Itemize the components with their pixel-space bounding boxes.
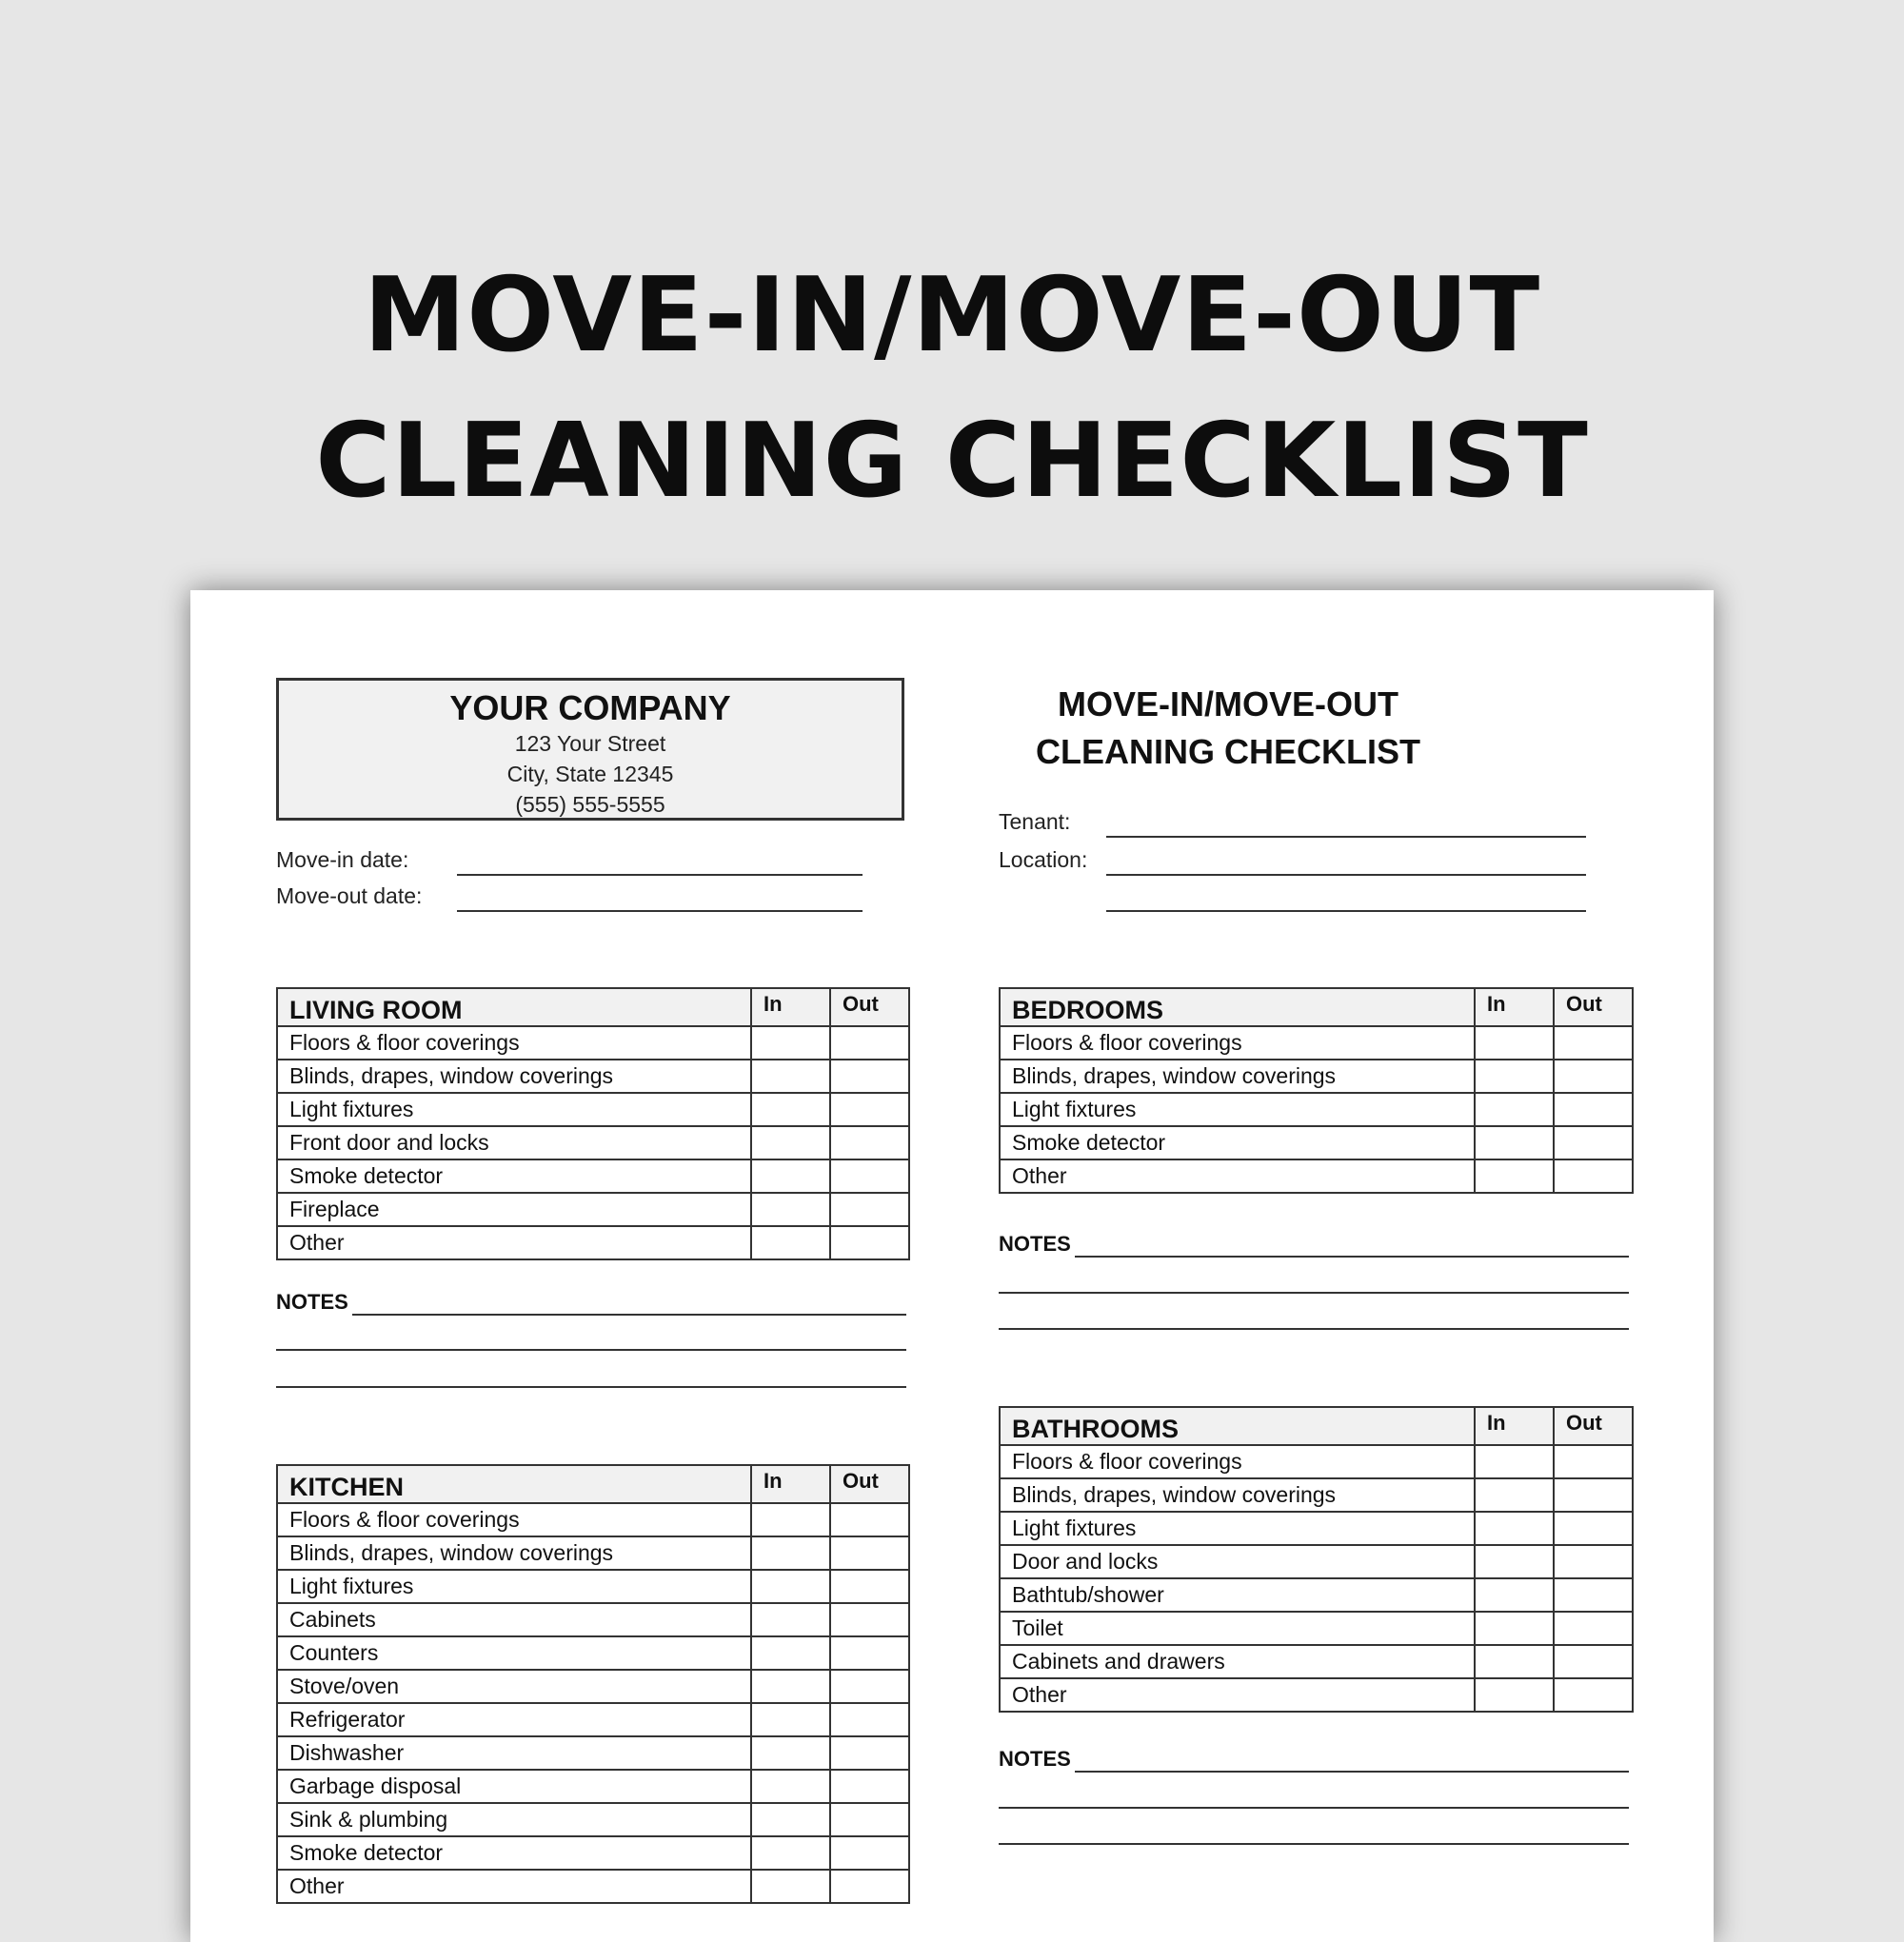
in-checkbox-cell[interactable] (751, 1093, 830, 1126)
checklist-item-label: Door and locks (1000, 1545, 1475, 1578)
checklist-item-label: Floors & floor coverings (277, 1503, 751, 1536)
bathrooms-notes-line2[interactable] (999, 1807, 1629, 1809)
form-title-line2: CLEANING CHECKLIST (1036, 732, 1420, 771)
hero-title (0, 243, 1904, 534)
living-room-table (276, 987, 910, 1260)
checklist-row (1000, 1612, 1633, 1645)
out-checkbox-cell[interactable] (1554, 1545, 1633, 1578)
in-checkbox-cell[interactable] (1475, 1026, 1554, 1060)
company-info-box (276, 678, 904, 821)
section-title: LIVING ROOM (277, 988, 751, 1026)
in-checkbox-cell[interactable] (1475, 1578, 1554, 1612)
form-title-line1: MOVE-IN/MOVE-OUT (1058, 684, 1398, 723)
living-room-notes-line2[interactable] (276, 1349, 906, 1351)
checklist-item-label: Smoke detector (277, 1836, 751, 1870)
checklist-row (1000, 1678, 1633, 1712)
company-phone: (555) 555-5555 (515, 792, 665, 817)
checklist-row (277, 1603, 909, 1636)
out-checkbox-cell[interactable] (830, 1736, 909, 1770)
in-checkbox-cell[interactable] (1475, 1060, 1554, 1093)
in-checkbox-cell[interactable] (751, 1703, 830, 1736)
checklist-item-label: Dishwasher (277, 1736, 751, 1770)
checklist-row (1000, 1060, 1633, 1093)
out-checkbox-cell[interactable] (1554, 1093, 1633, 1126)
checklist-item-label: Smoke detector (277, 1159, 751, 1193)
checklist-row (277, 1870, 909, 1903)
hero-title-line1: MOVE-IN/MOVE-OUT (363, 256, 1541, 375)
checklist-item-label: Light fixtures (277, 1093, 751, 1126)
checklist-item-label: Light fixtures (277, 1570, 751, 1603)
location-label: Location: (999, 847, 1088, 872)
checklist-row (277, 1060, 909, 1093)
checklist-item-label: Blinds, drapes, window coverings (277, 1536, 751, 1570)
in-checkbox-cell[interactable] (1475, 1093, 1554, 1126)
bedrooms-notes-line3[interactable] (999, 1328, 1629, 1330)
company-street: 123 Your Street (514, 731, 666, 756)
checklist-item-label: Blinds, drapes, window coverings (1000, 1060, 1475, 1093)
checklist-item-label: Other (277, 1226, 751, 1259)
checklist-row (1000, 1645, 1633, 1678)
checklist-row (277, 1703, 909, 1736)
checklist-item-label: Floors & floor coverings (1000, 1026, 1475, 1060)
checklist-item-label: Bathtub/shower (1000, 1578, 1475, 1612)
checklist-item-label: Other (1000, 1678, 1475, 1712)
checklist-item-label: Light fixtures (1000, 1512, 1475, 1545)
checklist-row (277, 1636, 909, 1670)
location-field[interactable] (1106, 874, 1586, 876)
in-checkbox-cell[interactable] (751, 1570, 830, 1603)
in-checkbox-cell[interactable] (751, 1736, 830, 1770)
section-title: BATHROOMS (1000, 1407, 1475, 1445)
living-room-notes-line1[interactable] (352, 1314, 906, 1316)
company-city: City, State 12345 (506, 762, 674, 786)
checklist-row (277, 1159, 909, 1193)
checklist-item-label: Smoke detector (1000, 1126, 1475, 1159)
in-checkbox-cell[interactable] (751, 1603, 830, 1636)
in-checkbox-cell[interactable] (751, 1670, 830, 1703)
section-title: BEDROOMS (1000, 988, 1475, 1026)
out-checkbox-cell[interactable] (830, 1060, 909, 1093)
column-in: In (1475, 988, 1554, 1026)
out-checkbox-cell[interactable] (1554, 1478, 1633, 1512)
out-checkbox-cell[interactable] (830, 1126, 909, 1159)
checklist-row (277, 1226, 909, 1259)
checklist-row (277, 1736, 909, 1770)
checklist-item-label: Blinds, drapes, window coverings (277, 1060, 751, 1093)
out-checkbox-cell[interactable] (830, 1603, 909, 1636)
checklist-item-label: Cabinets (277, 1603, 751, 1636)
checklist-row (277, 1093, 909, 1126)
in-checkbox-cell[interactable] (751, 1803, 830, 1836)
kitchen-table (276, 1464, 910, 1904)
bedrooms-table (999, 987, 1634, 1194)
checklist-item-label: Sink & plumbing (277, 1803, 751, 1836)
in-checkbox-cell[interactable] (1475, 1678, 1554, 1712)
out-checkbox-cell[interactable] (830, 1536, 909, 1570)
out-checkbox-cell[interactable] (1554, 1159, 1633, 1193)
out-checkbox-cell[interactable] (1554, 1512, 1633, 1545)
out-checkbox-cell[interactable] (1554, 1445, 1633, 1478)
checklist-item-label: Front door and locks (277, 1126, 751, 1159)
in-checkbox-cell[interactable] (751, 1870, 830, 1903)
in-checkbox-cell[interactable] (751, 1636, 830, 1670)
column-out: Out (830, 1465, 909, 1503)
checklist-row (1000, 1512, 1633, 1545)
checklist-item-label: Cabinets and drawers (1000, 1645, 1475, 1678)
checklist-row (277, 1126, 909, 1159)
checklist-row (1000, 1126, 1633, 1159)
form-title (981, 681, 1476, 776)
column-in: In (751, 988, 830, 1026)
in-checkbox-cell[interactable] (751, 1503, 830, 1536)
out-checkbox-cell[interactable] (830, 1026, 909, 1060)
checklist-row (277, 1536, 909, 1570)
out-checkbox-cell[interactable] (830, 1570, 909, 1603)
in-checkbox-cell[interactable] (751, 1836, 830, 1870)
in-checkbox-cell[interactable] (751, 1026, 830, 1060)
bathrooms-table (999, 1406, 1634, 1713)
out-checkbox-cell[interactable] (1554, 1678, 1633, 1712)
column-out: Out (1554, 988, 1633, 1026)
in-checkbox-cell[interactable] (1475, 1645, 1554, 1678)
in-checkbox-cell[interactable] (751, 1226, 830, 1259)
hero-title-line2: CLEANING CHECKLIST (315, 402, 1589, 521)
in-checkbox-cell[interactable] (1475, 1512, 1554, 1545)
checklist-row (277, 1503, 909, 1536)
checklist-row (1000, 1093, 1633, 1126)
checklist-row (277, 1803, 909, 1836)
bathrooms-notes-line3[interactable] (999, 1843, 1629, 1845)
out-checkbox-cell[interactable] (830, 1226, 909, 1259)
checklist-item-label: Fireplace (277, 1193, 751, 1226)
bedrooms-notes-line1[interactable] (1075, 1256, 1629, 1258)
in-checkbox-cell[interactable] (751, 1770, 830, 1803)
out-checkbox-cell[interactable] (1554, 1578, 1633, 1612)
checklist-row (1000, 1578, 1633, 1612)
location-field-line2[interactable] (1106, 910, 1586, 912)
out-checkbox-cell[interactable] (1554, 1126, 1633, 1159)
out-checkbox-cell[interactable] (830, 1193, 909, 1226)
out-checkbox-cell[interactable] (830, 1636, 909, 1670)
checklist-row (277, 1570, 909, 1603)
in-checkbox-cell[interactable] (751, 1126, 830, 1159)
checklist-row (1000, 1478, 1633, 1512)
move-out-date-field[interactable] (457, 910, 863, 912)
checklist-item-label: Other (277, 1870, 751, 1903)
tenant-field[interactable] (1106, 836, 1586, 838)
in-checkbox-cell[interactable] (1475, 1478, 1554, 1512)
in-checkbox-cell[interactable] (751, 1159, 830, 1193)
checklist-item-label: Other (1000, 1159, 1475, 1193)
checklist-item-label: Floors & floor coverings (277, 1026, 751, 1060)
tenant-label: Tenant: (999, 809, 1071, 834)
bedrooms-notes-line2[interactable] (999, 1292, 1629, 1294)
checklist-row (277, 1193, 909, 1226)
bathrooms-notes-line1[interactable] (1075, 1771, 1629, 1773)
checklist-row (277, 1770, 909, 1803)
checklist-row (277, 1026, 909, 1060)
checklist-item-label: Blinds, drapes, window coverings (1000, 1478, 1475, 1512)
checklist-item-label: Toilet (1000, 1612, 1475, 1645)
column-out: Out (830, 988, 909, 1026)
section-title: KITCHEN (277, 1465, 751, 1503)
checklist-row (1000, 1445, 1633, 1478)
checklist-row (1000, 1159, 1633, 1193)
out-checkbox-cell[interactable] (830, 1836, 909, 1870)
checklist-row (1000, 1545, 1633, 1578)
checklist-row (277, 1670, 909, 1703)
out-checkbox-cell[interactable] (1554, 1026, 1633, 1060)
in-checkbox-cell[interactable] (751, 1060, 830, 1093)
in-checkbox-cell[interactable] (1475, 1445, 1554, 1478)
in-checkbox-cell[interactable] (1475, 1159, 1554, 1193)
checklist-row (1000, 1026, 1633, 1060)
column-in: In (1475, 1407, 1554, 1445)
living-room-notes-label: NOTES (276, 1290, 348, 1314)
column-out: Out (1554, 1407, 1633, 1445)
checklist-item-label: Garbage disposal (277, 1770, 751, 1803)
checklist-item-label: Counters (277, 1636, 751, 1670)
bedrooms-notes-label: NOTES (999, 1232, 1071, 1256)
out-checkbox-cell[interactable] (1554, 1645, 1633, 1678)
move-out-date-label: Move-out date: (276, 883, 423, 908)
out-checkbox-cell[interactable] (830, 1093, 909, 1126)
checklist-item-label: Stove/oven (277, 1670, 751, 1703)
living-room-notes-line3[interactable] (276, 1386, 906, 1388)
checklist-row (277, 1836, 909, 1870)
checklist-item-label: Refrigerator (277, 1703, 751, 1736)
move-in-date-field[interactable] (457, 874, 863, 876)
out-checkbox-cell[interactable] (1554, 1060, 1633, 1093)
in-checkbox-cell[interactable] (751, 1536, 830, 1570)
out-checkbox-cell[interactable] (830, 1803, 909, 1836)
out-checkbox-cell[interactable] (830, 1870, 909, 1903)
checklist-page (190, 590, 1714, 1942)
in-checkbox-cell[interactable] (1475, 1545, 1554, 1578)
out-checkbox-cell[interactable] (830, 1703, 909, 1736)
in-checkbox-cell[interactable] (1475, 1126, 1554, 1159)
company-name: YOUR COMPANY (449, 688, 731, 727)
out-checkbox-cell[interactable] (830, 1503, 909, 1536)
checklist-item-label: Light fixtures (1000, 1093, 1475, 1126)
in-checkbox-cell[interactable] (751, 1193, 830, 1226)
out-checkbox-cell[interactable] (830, 1159, 909, 1193)
bathrooms-notes-label: NOTES (999, 1747, 1071, 1771)
out-checkbox-cell[interactable] (830, 1670, 909, 1703)
move-in-date-label: Move-in date: (276, 847, 409, 872)
in-checkbox-cell[interactable] (1475, 1612, 1554, 1645)
out-checkbox-cell[interactable] (1554, 1612, 1633, 1645)
checklist-item-label: Floors & floor coverings (1000, 1445, 1475, 1478)
column-in: In (751, 1465, 830, 1503)
out-checkbox-cell[interactable] (830, 1770, 909, 1803)
